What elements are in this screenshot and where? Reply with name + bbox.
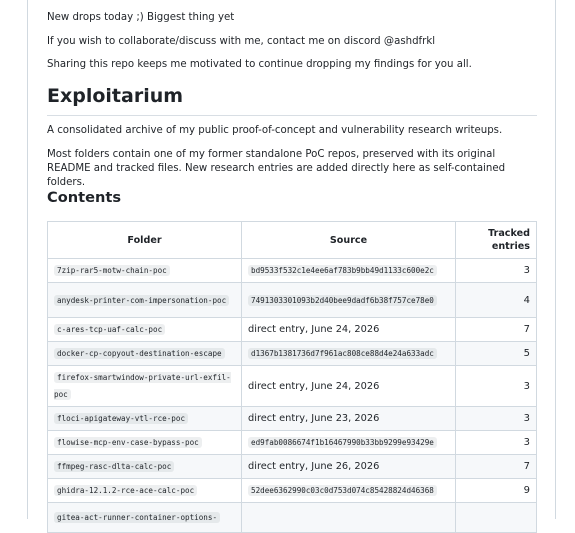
cell-source	[242, 407, 456, 431]
source-text: direct entry, June 26, 2026	[248, 461, 380, 472]
cell-tracked-entries: 7	[456, 318, 537, 342]
cell-folder	[48, 479, 242, 503]
cell-source	[242, 342, 456, 366]
cell-folder	[48, 431, 242, 455]
folder-link[interactable]: ghidra-12.1.2-rce-ace-calc-poc	[54, 485, 197, 496]
cell-tracked-entries: 3	[456, 259, 537, 283]
cell-tracked-entries: 3	[456, 366, 537, 407]
cell-tracked-entries: 5	[456, 342, 537, 366]
cell-tracked-entries: 3	[456, 431, 537, 455]
markdown-body	[27, 0, 556, 522]
table-row	[48, 366, 537, 407]
intro-line-contact: If you wish to collaborate/discuss with me, contact me on discord @ashdfrkl	[47, 36, 436, 47]
cell-source	[242, 503, 456, 533]
section-description: A consolidated archive of my public proof-of-concept and vulnerability research writeups.	[47, 125, 503, 136]
cell-tracked-entries	[456, 503, 537, 533]
folder-link[interactable]: docker-cp-copyout-destination-escape	[54, 348, 225, 359]
cell-folder	[48, 318, 242, 342]
cell-folder	[48, 342, 242, 366]
source-commit-hash: 52dee6362990c03c0d753d074c85428824d46368	[248, 485, 437, 496]
folder-link[interactable]: firefox-smartwindow-private-url-exfil-poc	[54, 373, 231, 399]
intro-line-motivation: Sharing this repo keeps me motivated to continue dropping my findings for you all.	[47, 59, 472, 70]
cell-source	[242, 431, 456, 455]
cell-source	[242, 283, 456, 318]
cell-folder	[48, 503, 242, 533]
table-row	[48, 259, 537, 283]
folder-link[interactable]: gitea-act-runner-container-options-	[54, 512, 220, 523]
column-header-folder: Folder	[48, 222, 242, 259]
cell-tracked-entries: 9	[456, 479, 537, 503]
folder-link[interactable]: floci-apigateway-vtl-rce-poc	[54, 413, 188, 424]
table-row	[48, 503, 537, 533]
cell-folder	[48, 407, 242, 431]
cell-source	[242, 479, 456, 503]
cell-tracked-entries: 7	[456, 455, 537, 479]
folder-link[interactable]: flowise-mcp-env-case-bypass-poc	[54, 437, 202, 448]
table-row	[48, 407, 537, 431]
table-header-row	[48, 222, 537, 259]
table-row	[48, 283, 537, 318]
cell-folder	[48, 455, 242, 479]
source-text: direct entry, June 24, 2026	[248, 380, 380, 392]
intro-line-drops: New drops today ;) Biggest thing yet	[47, 12, 235, 23]
cell-folder	[48, 283, 242, 318]
source-commit-hash: d1367b1381736d7f961ac808ce88d4e24a633adc	[248, 348, 437, 359]
cell-source	[242, 366, 456, 407]
source-commit-hash: ed9fab0086674f1b16467990b33bb9299e93429e	[248, 437, 437, 448]
cell-folder	[48, 259, 242, 283]
heading-contents: Contents	[47, 189, 122, 206]
cell-folder	[48, 366, 242, 407]
contents-table	[47, 221, 537, 533]
table-row	[48, 318, 537, 342]
cell-source	[242, 318, 456, 342]
cell-tracked-entries: 3	[456, 407, 537, 431]
folder-link[interactable]: 7zip-rar5-motw-chain-poc	[54, 265, 170, 276]
cell-source	[242, 259, 456, 283]
folder-link[interactable]: anydesk-printer-com-impersonation-poc	[54, 295, 229, 306]
heading-exploitarium: Exploitarium	[47, 83, 537, 116]
source-text: direct entry, June 23, 2026	[248, 413, 380, 424]
table-row	[48, 479, 537, 503]
column-header-source: Source	[242, 222, 456, 259]
column-header-tracked-entries: Tracked entries	[456, 222, 537, 259]
cell-tracked-entries: 4	[456, 283, 537, 318]
source-text: direct entry, June 24, 2026	[248, 324, 380, 335]
folder-link[interactable]: ffmpeg-rasc-dlta-calc-poc	[54, 461, 174, 472]
table-row	[48, 455, 537, 479]
table-row	[48, 431, 537, 455]
folder-link[interactable]: c-ares-tcp-uaf-calc-poc	[54, 324, 165, 335]
table-row	[48, 342, 537, 366]
cell-source	[242, 455, 456, 479]
source-commit-hash: bd9533f532c1e4ee6af783b9bb49d1133c600e2c	[248, 265, 437, 276]
source-commit-hash: 7491303301093b2d40bee9dadf6b38f757ce78e0	[248, 295, 437, 306]
section-description-detail: Most folders contain one of my former standalone PoC repos, preserved with its original README and tracked files. New research entries are added directly here as self-contained folders.	[47, 149, 506, 188]
